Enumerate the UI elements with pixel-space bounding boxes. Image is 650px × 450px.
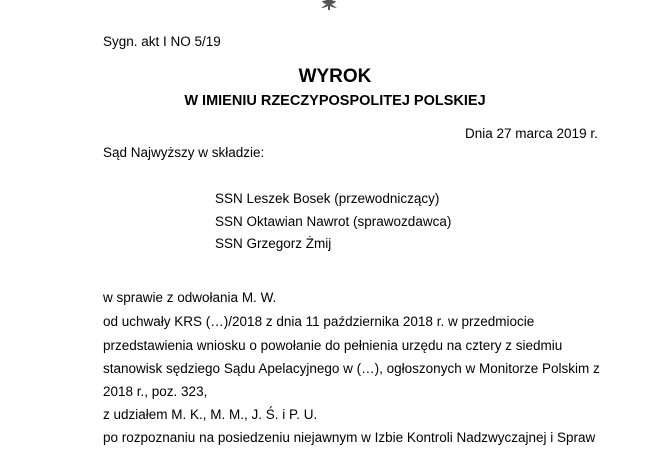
case-signature: Sygn. akt I NO 5/19 bbox=[103, 34, 221, 49]
body-text-line: z udziałem M. K., M. M., J. Ś. i P. U. bbox=[103, 407, 318, 422]
body-text-line: po rozpoznaniu na posiedzeniu niejawnym w Izbie Kontroli Nadzwyczajnej i Spraw bbox=[103, 430, 596, 445]
body-text-line: 2018 r., poz. 323, bbox=[103, 384, 208, 399]
eagle-emblem-icon bbox=[316, 0, 342, 12]
body-text-line: przedstawienia wniosku o powołanie do pełnienia urzędu na cztery z siedmiu bbox=[103, 338, 563, 353]
judgment-title: WYROK bbox=[298, 66, 372, 87]
body-text-line: od uchwały KRS (…)/2018 z dnia 11 października 2018 r. w przedmiocie bbox=[103, 314, 535, 329]
judge-entry: SSN Oktawian Nawrot (sprawozdawca) bbox=[215, 214, 452, 229]
body-text-line: w sprawie z odwołania M. W. bbox=[103, 290, 277, 305]
judgment-date: Dnia 27 marca 2019 r. bbox=[465, 126, 598, 141]
judgment-subtitle: W IMIENIU RZECZYPOSPOLITEJ POLSKIEJ bbox=[184, 93, 486, 109]
court-composition-intro: Sąd Najwyższy w składzie: bbox=[103, 145, 265, 160]
body-text-line: stanowisk sędziego Sądu Apelacyjnego w (…), ogłoszonych w Monitorze Polskim z bbox=[103, 361, 600, 376]
judge-entry: SSN Leszek Bosek (przewodniczący) bbox=[215, 191, 440, 206]
judge-entry: SSN Grzegorz Żmij bbox=[215, 236, 332, 251]
